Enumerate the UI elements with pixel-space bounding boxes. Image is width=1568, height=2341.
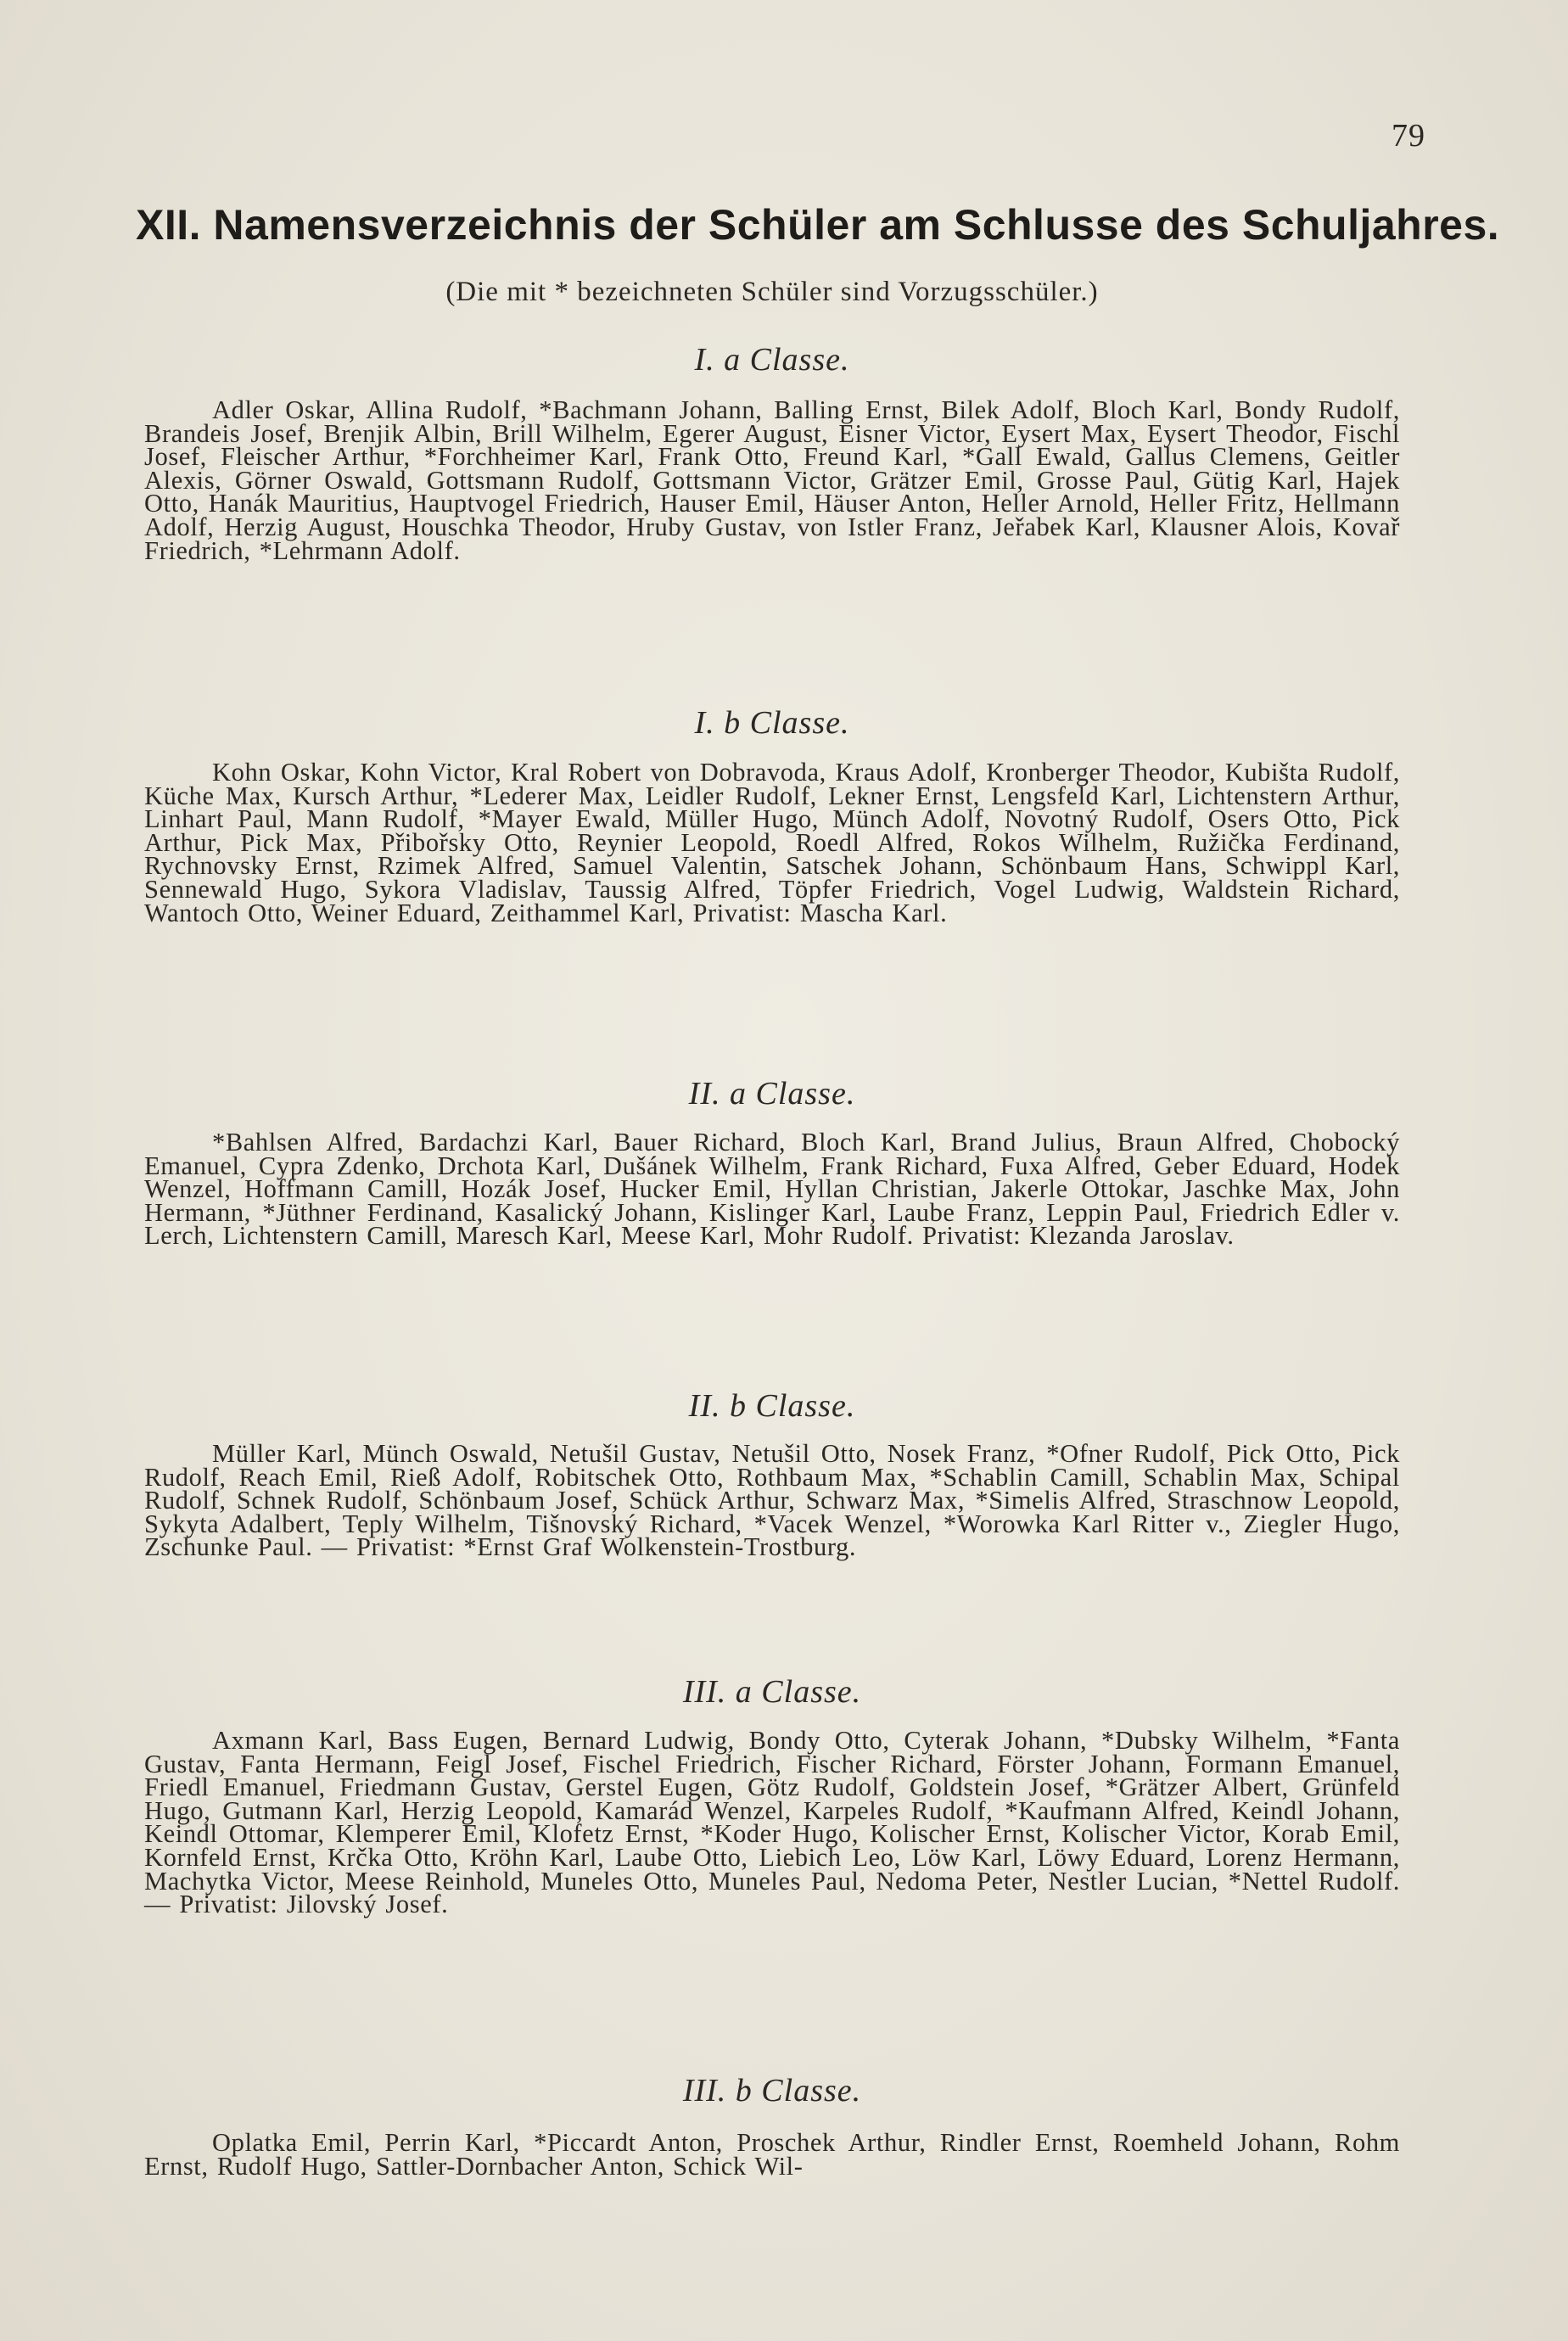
section-heading-1b: I. b Classe. bbox=[694, 705, 850, 741]
page-title: XII. Namensverzeichnis der Schüler am Schlusse des Schuljahres. bbox=[136, 201, 1500, 249]
section-heading-2a: II. a Classe. bbox=[688, 1076, 856, 1112]
section-heading-3a: III. a Classe. bbox=[682, 1674, 862, 1710]
section-text-2a: *Bahlsen Alfred, Bardachzi Karl, Bauer Richard, Bloch Karl, Brand Julius, Braun Alfred, Chobocký Emanuel, Cypra Zdenko, Drchota Karl, Dušánek Wilhelm, Frank Richard, Fuxa Alfred, Geber Eduard, Hodek Wenzel, Hoffmann Camill, Hozák Josef, Hucker Emil, Hyllan Christian, Jakerle Ottokar, Jaschke Max, John Hermann, *Jüthner Ferdinand, Kasalický Johann, Kislinger Karl, Laube Franz, Leppin Paul, Friedrich Edler v. Lerch, Lichtenstern Camill, Maresch Karl, Meese Karl, Mohr Rudolf. Privatist: Klezanda Jaroslav. bbox=[144, 1128, 1400, 1251]
section-text-3a: Axmann Karl, Bass Eugen, Bernard Ludwig, Bondy Otto, Cyterak Johann, *Dubsky Wilhelm, *Fanta Gustav, Fanta Hermann, Feigl Josef, Fischel Friedrich, Fischer Richard, Förster Johann, Formann Emanuel, Friedl Emanuel, Friedmann Gustav, Gerstel Eugen, Götz Rudolf, Goldstein Josef, *Grätzer Albert, Grünfeld Hugo, Gutmann Karl, Herzig Leopold, Kamarád Wenzel, Karpeles Rudolf, *Kaufmann Alfred, Keindl Johann, Keindl Ottomar, Klemperer Emil, Klofetz Ernst, *Koder Hugo, Kolischer Ernst, Kolischer Victor, Korab Emil, Kornfeld Ernst, Krčka Otto, Kröhn Karl, Laube Otto, Liebich Leo, Löw Karl, Löwy Eduard, Lorenz Hermann, Machytka Victor, Meese Reinhold, Muneles Otto, Muneles Paul, Nedoma Peter, Nestler Lucian, *Nettel Rudolf. — Privatist: Jilovský Josef. bbox=[144, 1726, 1400, 1919]
page-number: 79 bbox=[1392, 118, 1425, 154]
subtitle-note: (Die mit * bezeichneten Schüler sind Vorzugsschüler.) bbox=[445, 277, 1099, 307]
section-heading-3b: III. b Classe. bbox=[682, 2073, 862, 2109]
section-heading-1a: I. a Classe. bbox=[694, 342, 850, 378]
section-heading-2b: II. b Classe. bbox=[688, 1388, 856, 1424]
section-text-1a: Adler Oskar, Allina Rudolf, *Bachmann Johann, Balling Ernst, Bilek Adolf, Bloch Karl, Bondy Rudolf, Brandeis Josef, Brenjik Albin, Brill Wilhelm, Egerer August, Eisner Victor, Eysert Max, Eysert Theodor, Fischl Josef, Fleischer Arthur, *Forchheimer Karl, Frank Otto, Freund Karl, *Gall Ewald, Gallus Clemens, Geitler Alexis, Görner Oswald, Gottsmann Rudolf, Gottsmann Victor, Grätzer Emil, Grosse Paul, Gütig Karl, Hajek Otto, Hanák Mauritius, Hauptvogel Friedrich, Hauser Emil, Häuser Anton, Heller Arnold, Heller Fritz, Hellmann Adolf, Herzig August, Houschka Theodor, Hruby Gustav, von Istler Franz, Jeřabek Karl, Klausner Alois, Kovař Friedrich, *Lehrmann Adolf. bbox=[144, 395, 1400, 565]
section-text-2b: Müller Karl, Münch Oswald, Netušil Gustav, Netušil Otto, Nosek Franz, *Ofner Rudolf, Pick Otto, Pick Rudolf, Reach Emil, Rieß Adolf, Robitschek Otto, Rothbaum Max, *Schablin Camill, Schablin Max, Schipal Rudolf, Schnek Rudolf, Schönbaum Josef, Schück Arthur, Schwarz Max, *Simelis Alfred, Straschnow Leopold, Sykyta Adalbert, Teply Wilhelm, Tišnovský Richard, *Vacek Wenzel, *Worowka Karl Ritter v., Ziegler Hugo, Zschunke Paul. — Privatist: *Ernst Graf Wolkenstein-Trostburg. bbox=[144, 1439, 1400, 1562]
section-text-1b: Kohn Oskar, Kohn Victor, Kral Robert von Dobravoda, Kraus Adolf, Kronberger Theodor, Kubišta Rudolf, Küche Max, Kursch Arthur, *Lederer Max, Leidler Rudolf, Lekner Ernst, Lengsfeld Karl, Lichtenstern Arthur, Linhart Paul, Mann Rudolf, *Mayer Ewald, Müller Hugo, Münch Adolf, Novotný Rudolf, Osers Otto, Pick Arthur, Pick Max, Přibořsky Otto, Reynier Leopold, Roedl Alfred, Rokos Wilhelm, Ružička Ferdinand, Rychnovsky Ernst, Rzimek Alfred, Samuel Valentin, Satschek Johann, Schönbaum Hans, Schwippl Karl, Sennewald Hugo, Sykora Vladislav, Taussig Alfred, Töpfer Friedrich, Vogel Ludwig, Waldstein Richard, Wantoch Otto, Weiner Eduard, Zeithammel Karl, Privatist: Mascha Karl. bbox=[144, 758, 1400, 927]
section-text-3b: Oplatka Emil, Perrin Karl, *Piccardt Anton, Proschek Arthur, Rindler Ernst, Roemheld Johann, Rohm Ernst, Rudolf Hugo, Sattler-Dornbacher Anton, Schick Wil- bbox=[144, 2128, 1400, 2181]
